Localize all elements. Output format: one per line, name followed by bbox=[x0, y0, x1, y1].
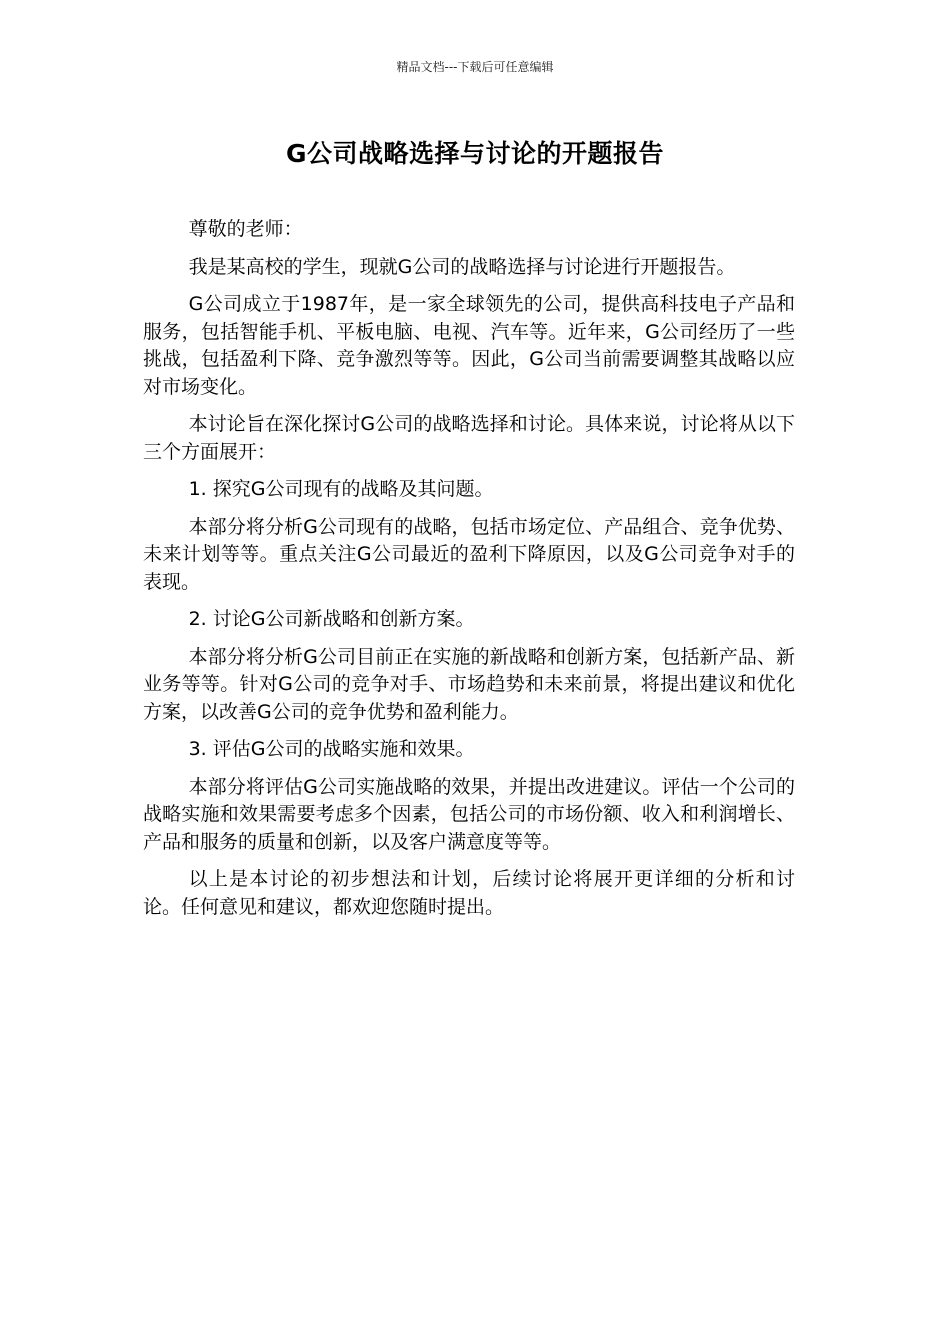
section-body-2: 本部分将分析G公司目前正在实施的新战略和创新方案，包括新产品、新业务等等。针对G公司的竞争对手、市场趋势和未来前景，将提出建议和优化方案，以改善G公司的竞争优势和盈利能力。 bbox=[143, 645, 795, 723]
section-body-1: 本部分将分析G公司现有的战略，包括市场定位、产品组合、竞争优势、未来计划等等。重点关注G公司最近的盈利下降原因，以及G公司竞争对手的表现。 bbox=[143, 515, 795, 593]
section-heading-1: 1. 探究G公司现有的战略及其问题。 bbox=[188, 478, 494, 500]
background-paragraph: G公司成立于1987年，是一家全球领先的公司，提供高科技电子产品和服务，包括智能手机、平板电脑、电视、汽车等。近年来，G公司经历了一些挑战，包括盈利下降、竞争激烈等等。因此，G公司当前需要调整其战略以应对市场变化。 bbox=[143, 293, 795, 398]
header-note: 精品文档---下载后可任意编辑 bbox=[396, 60, 554, 74]
document-title: G公司战略选择与讨论的开题报告 bbox=[285, 139, 665, 168]
section-body-3: 本部分将评估G公司实施战略的效果，并提出改进建议。评估一个公司的战略实施和效果需要考虑多个因素，包括公司的市场份额、收入和利润增长、产品和服务的质量和创新，以及客户满意度等等。 bbox=[143, 775, 795, 853]
document-body bbox=[143, 216, 795, 931]
closing-paragraph: 以上是本讨论的初步想法和计划，后续讨论将展开更详细的分析和讨论。任何意见和建议，都欢迎您随时提出。 bbox=[143, 868, 795, 918]
intro-paragraph: 我是某高校的学生，现就G公司的战略选择与讨论进行开题报告。 bbox=[188, 255, 736, 278]
section-heading-2: 2. 讨论G公司新战略和创新方案。 bbox=[188, 608, 475, 630]
section-heading-3: 3. 评估G公司的战略实施和效果。 bbox=[188, 738, 475, 760]
salutation: 尊敬的老师： bbox=[188, 218, 303, 240]
purpose-paragraph: 本讨论旨在深化探讨G公司的战略选择和讨论。具体来说，讨论将从以下三个方面展开： bbox=[143, 413, 795, 463]
